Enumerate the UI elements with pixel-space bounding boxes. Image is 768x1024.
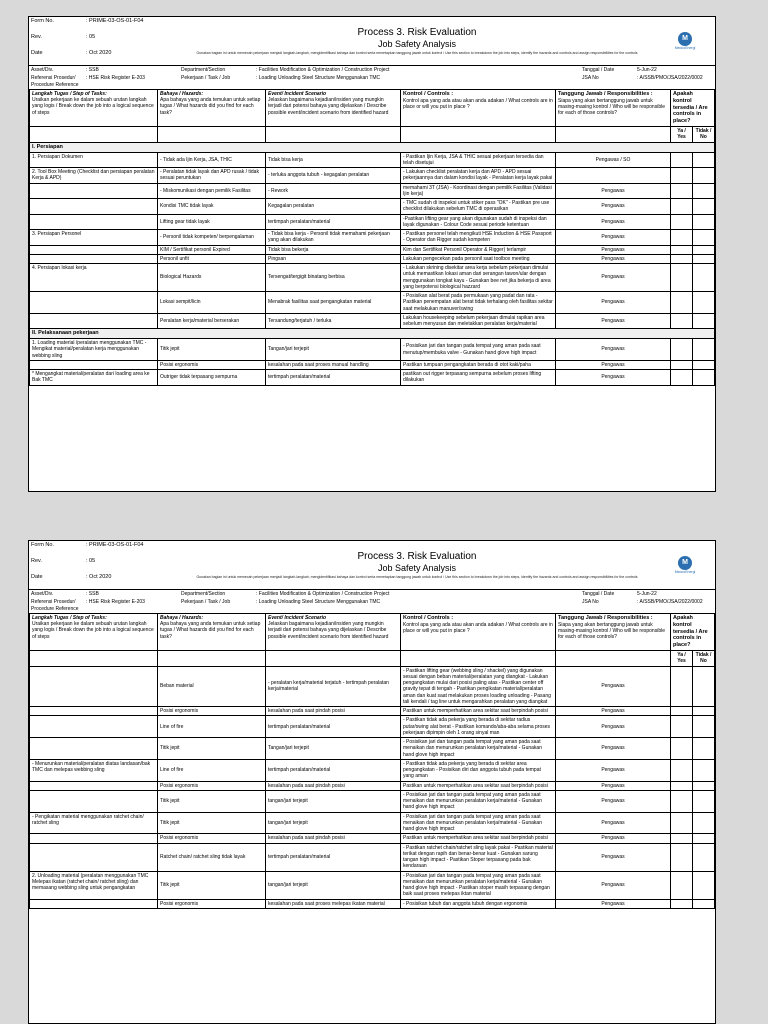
pekerjaan-label: Pekerjaan / Task / Job (181, 75, 231, 82)
table-row (30, 707, 715, 716)
form-no-label: Form No. (31, 542, 54, 548)
control-cell: - Posisikan alat berat pada permukaan yang padat dan rata - Pastikan penempatan alat berat tidak terhalang oleh fasilitas sekitar saat melakukan manuver/swing (401, 292, 556, 314)
resp-cell: Pengawas (556, 738, 671, 760)
table-row (30, 871, 715, 899)
event-cell: Tidak bisa bekerja (266, 245, 401, 254)
logo-icon: M (678, 32, 692, 46)
event-cell: tertimpah peralatan/material (266, 716, 401, 738)
control-cell: - Posisikan jari dan tangan pada tempat yang aman pada saat menaikan dan menurunkan peralatan kerja/material - Gunakan hand glove high impact (401, 738, 556, 760)
ref-label: Referensi Prosedur/ Procedure Reference (31, 599, 79, 612)
rev-label: Rev. (31, 557, 42, 564)
form-title: Process 3. Risk Evaluation (357, 26, 477, 38)
tanggal-value: 5-Jun-22 (637, 591, 657, 597)
resp-cell: Pengawas (556, 245, 671, 254)
step-cell (30, 666, 158, 707)
event-cell: Menabrak fasilitas saat pengangkatan material (266, 292, 401, 314)
resp-cell: Pengawas (556, 264, 671, 292)
pekerjaan-value: : Loading Unloading Steel Structure Menggunakan TMC (256, 599, 381, 606)
resp-cell: Pengawas (556, 292, 671, 314)
event-cell: - terluka anggota tubuh - kegagalan peralatan (266, 168, 401, 184)
table-row (30, 245, 715, 254)
hazard-cell: Posisi ergonomis (158, 834, 266, 843)
control-cell: Lakukan housekeeping sebelum pekerjaan dimulai rapikan area sebelum menyusun dan meletakkan peralatan kerja/material (401, 313, 556, 329)
date-label: Date (31, 573, 43, 580)
resp-cell: Pengawas (556, 781, 671, 790)
step-cell (30, 781, 158, 790)
yes-cell[interactable] (671, 666, 693, 707)
hazard-cell: Beban material (158, 666, 266, 707)
no-cell[interactable] (693, 790, 715, 812)
step-cell (30, 716, 158, 738)
hazard-cell: - Peralatan tidak layak dan APD rusak / tidak sesuai peruntukan (158, 168, 266, 184)
control-cell: - Pastikan tidak ada pekerja yang berada di sekitar radius putar/swing alat berat - Pastikan komando/aba-aba selama proses pekerjaan dipimpin oleh 1 orang sinyal man (401, 716, 556, 738)
no-cell[interactable] (693, 199, 715, 215)
event-cell: tertimpah peralatan/material (266, 759, 401, 781)
inplace-column-header: Apakah kontrol tersedia / Are controls in place? (671, 613, 715, 650)
no-cell[interactable] (693, 168, 715, 184)
pekerjaan-value: : Loading Unloading Steel Structure Menggunakan TMC (256, 75, 381, 82)
step-cell (30, 843, 158, 871)
no-cell[interactable] (693, 254, 715, 263)
section-row (30, 142, 715, 152)
yes-cell[interactable] (671, 899, 693, 908)
asset-value: : SSB (86, 591, 99, 597)
yes-header: Ya / Yes (671, 127, 693, 143)
resp-cell: Pengawas (556, 199, 671, 215)
hazard-cell: Peralatan kerja/material berserakan (158, 313, 266, 329)
yes-cell[interactable] (671, 245, 693, 254)
step-cell: 1. Persiapan Dokumen (30, 152, 158, 168)
control-cell: Pastikan untuk memperhatikan area sekitar saat berpindah posisi (401, 834, 556, 843)
resp-cell: Pengawas (556, 899, 671, 908)
yes-cell[interactable] (671, 738, 693, 760)
jsa-label: JSA No (582, 75, 599, 82)
hazard-cell: Outriger tidak terpasang sempurna (158, 370, 266, 386)
control-cell: memahami 3T (JSA) - Koordinasi dengan pemilik Fasilitas (Validasi Ijin kerja) (401, 183, 556, 199)
hazard-cell: - Miskomunikasi dengan pemilik Fasilitas (158, 183, 266, 199)
rev-value: : 05 (86, 557, 96, 564)
yes-cell[interactable] (671, 199, 693, 215)
no-cell[interactable] (693, 716, 715, 738)
rev-value: : 05 (86, 33, 96, 40)
yes-cell[interactable] (671, 871, 693, 899)
jsa-value: : A/SSB/PMO/JSA/2022/0002 (637, 599, 703, 606)
table-row (30, 264, 715, 292)
no-cell[interactable] (693, 313, 715, 329)
step-cell: 2. Tool Box Meeting (Checklist dan persiapan peralatan Kerja & APD) (30, 168, 158, 184)
control-cell: Pastikan tumpuan pengangkatan berada di otot kaki/paha (401, 360, 556, 369)
no-cell[interactable] (693, 781, 715, 790)
ref-label: Referensi Prosedur/ Procedure Reference (31, 75, 79, 88)
resp-cell: Pengawas (556, 666, 671, 707)
tanggal-label: Tanggal / Date (582, 591, 615, 597)
hazard-cell: Line of fire (158, 716, 266, 738)
event-cell: kesalahan pada saat proses melepas ikatan material (266, 899, 401, 908)
hazard-cell: Titik jepit (158, 339, 266, 361)
no-cell[interactable] (693, 264, 715, 292)
dept-label: Department/Section (181, 591, 226, 597)
yes-cell[interactable] (671, 254, 693, 263)
event-cell: Tersengat/tergigit binatang berbisa (266, 264, 401, 292)
inplace-column-header: Apakah kontrol tersedia / Are controls in place? (671, 89, 715, 126)
resp-cell: Pengawas (556, 812, 671, 834)
yes-cell[interactable] (671, 843, 693, 871)
yes-cell[interactable] (671, 292, 693, 314)
table-row (30, 834, 715, 843)
hazard-cell: Biological Hazards (158, 264, 266, 292)
form-no-label: Form No. (31, 18, 54, 24)
yes-cell[interactable] (671, 759, 693, 781)
ref-value: : HSE Risk Register E-203 (86, 75, 145, 82)
yes-cell[interactable] (671, 264, 693, 292)
hazard-cell: Posisi ergonomis (158, 781, 266, 790)
control-column-header: Kontrol / Controls : Kontrol apa yang ada atau akan anda adakan / What controls are in place or will you put in place ? (401, 613, 556, 650)
table-row (30, 339, 715, 361)
hazard-cell: Titik jepit (158, 812, 266, 834)
event-cell: tangan/jari terjepit (266, 790, 401, 812)
no-cell[interactable] (693, 812, 715, 834)
jsa-label: JSA No (582, 599, 599, 606)
hazard-cell: KIM / Sertifikat personil Expired (158, 245, 266, 254)
control-cell: - Posisikan jari dan tangan pada tempat yang aman pada saat menutup/membuka valve - Gunakan hand glove high impact (401, 339, 556, 361)
resp-cell: Pengawas (556, 339, 671, 361)
table-row (30, 168, 715, 184)
resp-cell: Pengawas (556, 313, 671, 329)
no-cell[interactable] (693, 214, 715, 230)
resp-cell: Pengawas (556, 871, 671, 899)
step-cell: 2. Unloading material (peralatan menggunakan TMC Melepas ikatan (ratchet chain/ ratchet sling) dan memasang webbing sling untuk pengangkatan (30, 871, 158, 899)
event-cell: Kegagalan peralatan (266, 199, 401, 215)
rev-label: Rev. (31, 33, 42, 40)
event-cell: - Rework (266, 183, 401, 199)
pekerjaan-label: Pekerjaan / Task / Job (181, 599, 231, 606)
yes-cell[interactable] (671, 168, 693, 184)
event-cell: tangan/jari terjepit (266, 812, 401, 834)
table-row (30, 254, 715, 263)
no-header: Tidak / No (693, 651, 715, 667)
step-cell (30, 790, 158, 812)
resp-cell: Pengawas (556, 254, 671, 263)
yes-cell[interactable] (671, 339, 693, 361)
step-cell: - Pengikatan material menggunakan ratchet chain/ ratchet sling (30, 812, 158, 834)
hazard-column-header: Bahaya / Hazards: Apa bahaya yang anda temukan untuk setiap tugas / What hazards did you find for each task? (158, 89, 266, 126)
logo-icon: M (678, 556, 692, 570)
hazard-cell: Kondisi TMC tidak layak (158, 199, 266, 215)
hazard-cell: - Personil tidak kompeten/ berpengalaman (158, 230, 266, 246)
step-cell: 1. Loading material /peralatan menggunakan TMC - Mengikat material/peralatan kerja menggunakan webbing sling (30, 339, 158, 361)
date-value: : Oct 2020 (86, 49, 112, 56)
table-row (30, 183, 715, 199)
tanggal-label: Tanggal / Date (582, 67, 615, 73)
table-row (30, 152, 715, 168)
control-cell: - Pastikan lifting gear (webbing sling / shackel) yang digunakan sesuai dengan beban material/peralatan yang diangkat - Lakukan pengangkatan mulai dari posisi paling atas - Pastikan center off gravity tepat di tengah - Pastikan pengikatan material/peralatan aman dan kuat saat melakukan proses loading unloading - Pasang tali kendali / tag line untuk mengarahkan peralatan yang diangkat (401, 666, 556, 707)
control-cell: - Posisikan tubuh dan anggota tubuh dengan ergonomis (401, 899, 556, 908)
resp-cell (556, 168, 671, 184)
event-cell: Tangan/jari terjepit (266, 339, 401, 361)
resp-column-header: Tanggung Jawab / Responsibilities : Siapa yang akan bertanggung jawab untuk masing-masing kontrol / Who will be responsible for each of those controls? (556, 89, 671, 126)
hazard-cell: Titik jepit (158, 738, 266, 760)
yes-cell[interactable] (671, 812, 693, 834)
event-cell: tangan/jari terjepit (266, 871, 401, 899)
no-cell[interactable] (693, 759, 715, 781)
step-cell: 3. Persiapan Personel (30, 230, 158, 246)
event-cell: tertimpah peralatan/material (266, 843, 401, 871)
control-cell: - Pastikan ratchet chain/ratchet sling layak pakai - Pastikan material terikat dengan rapih dan benar-benar kuat - Gunakan sarung tangan high impact - Pastikan Stoper terpasang pada bak kendaraan (401, 843, 556, 871)
resp-cell: Pengawas (556, 790, 671, 812)
table-row (30, 759, 715, 781)
form-title: Process 3. Risk Evaluation (357, 550, 477, 562)
no-cell[interactable] (693, 339, 715, 361)
table-row (30, 666, 715, 707)
event-cell: tertimpah peralatan/material (266, 370, 401, 386)
company-logo: M MedcoEnergi (655, 17, 715, 65)
hazard-cell: Lifting gear tidak layak (158, 214, 266, 230)
step-cell (30, 214, 158, 230)
table-row (30, 199, 715, 215)
yes-cell[interactable] (671, 370, 693, 386)
form-subtitle: Job Safety Analysis (377, 563, 457, 574)
step-cell: 4. Persiapan lokasi kerja (30, 264, 158, 292)
event-cell: - Tidak bisa kerja - Personil tidak memahami pekerjaan yang akan dilakukan (266, 230, 401, 246)
ref-value: : HSE Risk Register E-203 (86, 599, 145, 606)
table-row (30, 716, 715, 738)
jsa-page-2 (28, 540, 716, 1024)
event-cell: kesalahan pada saat pindah posisi (266, 707, 401, 716)
yes-cell[interactable] (671, 214, 693, 230)
company-logo: M MedcoEnergi (655, 541, 715, 589)
table-row (30, 790, 715, 812)
table-row (30, 214, 715, 230)
dept-label: Department/Section (181, 67, 226, 73)
no-cell[interactable] (693, 899, 715, 908)
resp-column-header: Tanggung Jawab / Responsibilities : Siapa yang akan bertanggung jawab untuk masing-masing kontrol / Who will be responsible for each of those controls? (556, 613, 671, 650)
event-cell: kesalahan pada saat pindah posisi (266, 781, 401, 790)
control-cell: - Posisikan jari dan tangan pada tempat yang aman pada saat menaikan dan menurunkan peralatan kerja/material - Gunakan hand glove high impact (401, 812, 556, 834)
no-cell[interactable] (693, 152, 715, 168)
no-cell[interactable] (693, 183, 715, 199)
job-info-2 (29, 589, 715, 613)
asset-label: Asset/Div. (31, 67, 54, 73)
no-cell[interactable] (693, 245, 715, 254)
control-cell: - Pastikan Ijin Kerja, JSA & THIC sesuai pekerjaan tersedia dan telah disetujui (401, 152, 556, 168)
yes-cell[interactable] (671, 834, 693, 843)
control-cell: - Posisikan jari dan tangan pada tempat yang aman pada saat menaikan dan menurunkan peralatan kerja/material - Gunakan hand glove high impact - Pastikan stoper masih terpasang dengan baik saat proses melepas iktan material (401, 871, 556, 899)
no-cell[interactable] (693, 738, 715, 760)
table-row (30, 781, 715, 790)
event-column-header: Event/ Incident Scenario Jelaskan bagaimana kejadian/insiden yang mungkin terjadi dari potensi bahaya yang dijelaskan / Describe possible event/incident scenario from identified hazard (266, 613, 401, 650)
yes-header: Ya / Yes (671, 651, 693, 667)
hazard-cell: Lokasi sempit/licin (158, 292, 266, 314)
resp-cell: Pengawas (556, 214, 671, 230)
control-cell: Pastikan untuk memperhatikan area sekitar saat berpindah posisi (401, 707, 556, 716)
hazard-column-header: Bahaya / Hazards: Apa bahaya yang anda temukan untuk setiap tugas / What hazards did you find for each task? (158, 613, 266, 650)
no-cell[interactable] (693, 834, 715, 843)
event-cell: Pingsan (266, 254, 401, 263)
section-title: II. Pelaksanaan pekerjaan (30, 329, 715, 339)
event-column-header: Event/ Incident Scenario Jelaskan bagaimana kejadian/insiden yang mungkin terjadi dari potensi bahaya yang dijelaskan / Describe possible event/incident scenario from identified hazard (266, 89, 401, 126)
date-value: : Oct 2020 (86, 573, 112, 580)
hazard-cell: Posisi ergonomis (158, 360, 266, 369)
hazard-cell: - Tidak ada Ijin Kerja, JSA, THIC (158, 152, 266, 168)
no-cell[interactable] (693, 292, 715, 314)
control-cell: Lakukan pengecekan pada personil saat toolbox meeting (401, 254, 556, 263)
no-cell[interactable] (693, 843, 715, 871)
section-title: I. Persiapan (30, 142, 715, 152)
no-header: Tidak / No (693, 127, 715, 143)
step-column-header: Langkah Tugas / Step of Tasks: Uraikan pekerjaan ke dalam sebuah urutan langkah yang logis / Break down the job into a logical sequence of steps (30, 613, 158, 650)
control-cell: - Lakukan checklist peralatan kerja dan APD - APD sesuai pekerjaannya dan dalam kondisi layak - Peralatan kerja layak pakai (401, 168, 556, 184)
step-cell (30, 707, 158, 716)
date-label: Date (31, 49, 43, 56)
jsa-value: : A/SSB/PMO/JSA/2022/0002 (637, 75, 703, 82)
resp-cell: Pengawas (556, 834, 671, 843)
no-cell[interactable] (693, 707, 715, 716)
jsa-table-2 (29, 613, 715, 909)
no-cell[interactable] (693, 666, 715, 707)
step-cell: * Mengangkat material/peralatan dari loading area ke Bak TMC (30, 370, 158, 386)
section-row (30, 329, 715, 339)
resp-cell: Pengawas (556, 843, 671, 871)
table-row (30, 292, 715, 314)
event-cell: Tidak bisa kerja (266, 152, 401, 168)
event-cell: tertimpah peralatan/material (266, 214, 401, 230)
no-cell[interactable] (693, 370, 715, 386)
step-cell (30, 360, 158, 369)
control-cell: Kim dan Sertifikat Personil Operator & Rigger) terlampir (401, 245, 556, 254)
step-cell (30, 738, 158, 760)
resp-cell: Pengawas (556, 183, 671, 199)
step-cell (30, 199, 158, 215)
asset-label: Asset/Div. (31, 591, 54, 597)
hazard-cell: Posisi ergonomis (158, 707, 266, 716)
event-cell: kesalahan pada saat pindah posisi (266, 834, 401, 843)
table-row (30, 812, 715, 834)
control-cell: - Pastikan personel telah mengikuti HSE Induction & HSE Passport - Operator dan Rigger sudah kompeten (401, 230, 556, 246)
yes-cell[interactable] (671, 230, 693, 246)
hazard-cell: Ratchet chain/ ratchet sling tidak layak (158, 843, 266, 871)
control-cell: - Posisikan jari dan tangan pada tempat yang aman pada saat menaikan dan menurunkan peralatan kerja/material - Gunakan hand glove high impact (401, 790, 556, 812)
resp-cell: Pengawas (556, 707, 671, 716)
form-header (29, 17, 715, 65)
step-cell (30, 254, 158, 263)
table-row (30, 313, 715, 329)
yes-cell[interactable] (671, 152, 693, 168)
control-column-header: Kontrol / Controls : Kontrol apa yang ada atau akan anda adakan / What controls are in place or will you put in place ? (401, 89, 556, 126)
step-cell (30, 292, 158, 314)
yes-cell[interactable] (671, 183, 693, 199)
control-cell: pastikan out rigger terpasang sempurna sebelum proses lifting dilakukan (401, 370, 556, 386)
control-cell: - Lakukan skrining disekitar area kerja sebelum pekerjaan dimulai untuk memastikan lokasi aman dari serangan tawon/ular dengan menggunakan tongkat kayu - Gunakan bee net jika bekerja di area yang berpotensi biological hazzard (401, 264, 556, 292)
jsa-table-1 (29, 89, 715, 386)
table-row (30, 360, 715, 369)
step-cell (30, 834, 158, 843)
table-row (30, 899, 715, 908)
resp-cell: Pengawas / SO (556, 152, 671, 168)
hazard-cell: Titik jepit (158, 790, 266, 812)
yes-cell[interactable] (671, 781, 693, 790)
event-cell: - peralatan kerja/material terjatuh - tertimpah peralatan kerja/material (266, 666, 401, 707)
tanggal-value: 5-Jun-22 (637, 67, 657, 73)
dept-value: : Facilities Modification & Optimization / Construction Project (256, 591, 390, 597)
resp-cell: Pengawas (556, 370, 671, 386)
event-cell: Tangan/jari terjepit (266, 738, 401, 760)
yes-cell[interactable] (671, 790, 693, 812)
dept-value: : Facilities Modification & Optimization / Construction Project (256, 67, 390, 73)
form-header-2 (29, 541, 715, 589)
form-subtitle: Job Safety Analysis (377, 39, 457, 50)
step-cell (30, 899, 158, 908)
resp-cell: Pengawas (556, 759, 671, 781)
form-no-value: : PRIME-03-OS-01-F04 (86, 542, 144, 548)
table-row (30, 738, 715, 760)
control-cell: Pastikan untuk memperhatikan area sekitar saat berpindah posisi (401, 781, 556, 790)
control-cell: - Pastikan tidak ada pekerja yang berada di sekitar area pengangkatan - Posisikan diri dan anggota tubuh pada tempat yang aman (401, 759, 556, 781)
hazard-cell: Personil unfit (158, 254, 266, 263)
yes-cell[interactable] (671, 707, 693, 716)
control-cell: -Pastikan lifting gear yang akan digunakan sudah di inspeksi dan layak digunakan - Colour Code sesuai periode ketentuan (401, 214, 556, 230)
table-row (30, 370, 715, 386)
no-cell[interactable] (693, 360, 715, 369)
asset-value: : SSB (86, 67, 99, 73)
control-cell: - TMC sudah di inspeksi untuk stiker pass "OK" - Pastikan pre use checklist dilakukan sebelum TMC di operasikan (401, 199, 556, 215)
table-row (30, 843, 715, 871)
no-cell[interactable] (693, 871, 715, 899)
jsa-page-1 (28, 16, 716, 492)
step-cell (30, 245, 158, 254)
job-info (29, 65, 715, 89)
table-row (30, 230, 715, 246)
step-column-header: Langkah Tugas / Step of Tasks: Uraikan pekerjaan ke dalam sebuah urutan langkah yang logis / Break down the job into a logical sequence of steps (30, 89, 158, 126)
form-no-value: : PRIME-03-OS-01-F04 (86, 18, 144, 24)
resp-cell: Pengawas (556, 716, 671, 738)
event-cell: Tersandung/terjatuh / terluka (266, 313, 401, 329)
event-cell: kesalahan pada saat proses manual handling (266, 360, 401, 369)
resp-cell: Pengawas (556, 230, 671, 246)
form-instruction: Gunakan bagian ini untuk memecah pekerjaan menjadi langkah-langkah, mengidentifikasi bahaya dan kontrol serta menetapkan tanggung jawab untuk kontrol / Use this section to breakdown the job into steps, identify the hazards and controls and assign responsibilities for the controls (196, 50, 638, 55)
hazard-cell: Line of fire (158, 759, 266, 781)
hazard-cell: Posisi ergonomis (158, 899, 266, 908)
yes-cell[interactable] (671, 360, 693, 369)
step-cell: - Menurunkan material/peralatan diatas landasan/bak TMC dan melepas webbing sling (30, 759, 158, 781)
step-cell (30, 183, 158, 199)
hazard-cell: Titik jepit (158, 871, 266, 899)
resp-cell: Pengawas (556, 360, 671, 369)
no-cell[interactable] (693, 230, 715, 246)
yes-cell[interactable] (671, 313, 693, 329)
yes-cell[interactable] (671, 716, 693, 738)
step-cell (30, 313, 158, 329)
form-instruction: Gunakan bagian ini untuk memecah pekerjaan menjadi langkah-langkah, mengidentifikasi bahaya dan kontrol serta menetapkan tanggung jawab untuk kontrol / Use this section to breakdown the job into steps, identify the hazards and controls and assign responsibilities for the controls (196, 574, 638, 579)
